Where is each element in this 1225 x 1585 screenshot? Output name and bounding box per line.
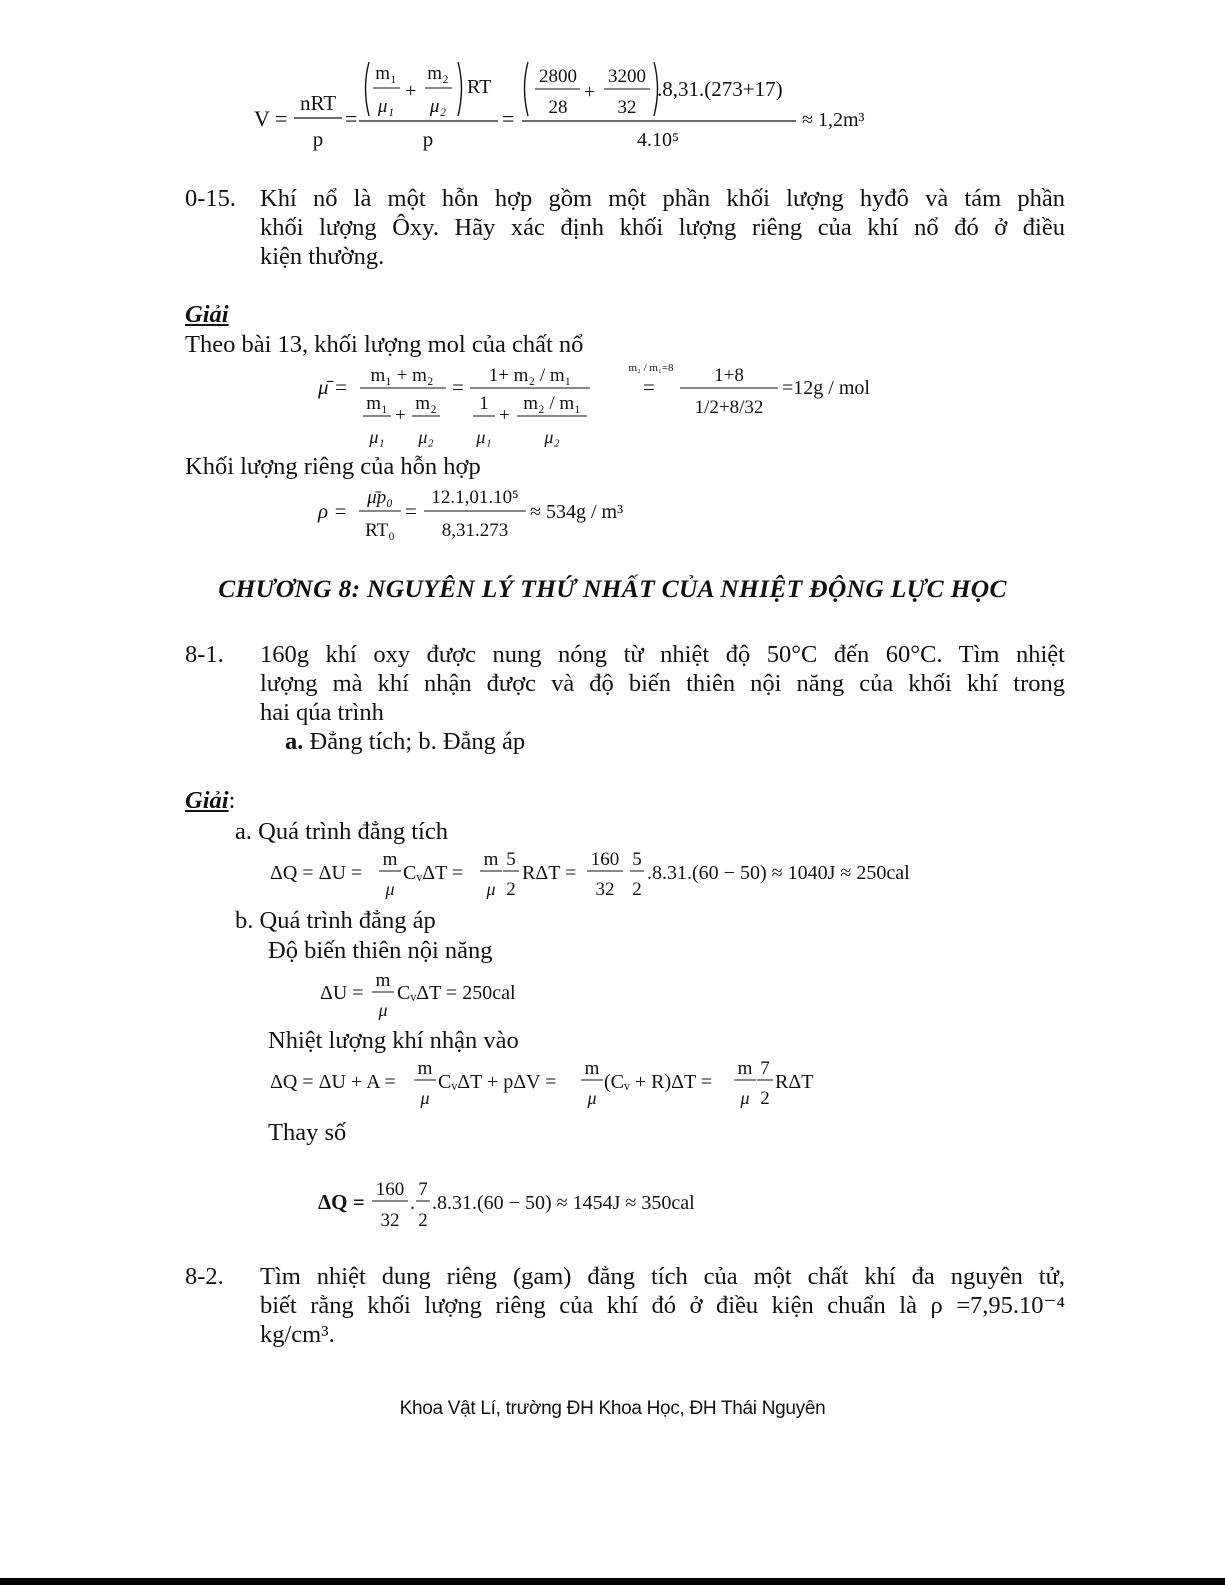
equation-isobaric-heat <box>265 1058 845 1118</box>
svg-text:≈ 1,2m³: ≈ 1,2m³ <box>802 109 865 131</box>
svg-text:=: = <box>345 106 358 131</box>
svg-text:CᵥΔT = 250cal: CᵥΔT = 250cal <box>397 982 516 1004</box>
svg-text:1+8: 1+8 <box>714 365 744 386</box>
svg-text:μ: μ <box>378 1000 388 1020</box>
svg-text:RΔT =: RΔT = <box>522 862 577 884</box>
svg-text:=: = <box>502 106 515 131</box>
problem-number: 8-2. <box>185 1263 224 1290</box>
problem-line: lượng mà khí nhận được và độ biến thiên nội năng của khối khí trong <box>260 670 1065 697</box>
svg-text:1/2+8/32: 1/2+8/32 <box>694 397 764 418</box>
svg-text:2: 2 <box>418 1210 428 1231</box>
problem-subparts <box>285 727 525 756</box>
svg-text:m₂: m₂ <box>415 393 437 414</box>
svg-text:32: 32 <box>380 1210 400 1231</box>
svg-text:7: 7 <box>760 1058 770 1079</box>
problem-statement <box>260 1262 1065 1349</box>
svg-text:ΔQ = ΔU =: ΔQ = ΔU = <box>270 862 363 884</box>
svg-text:(Cᵥ + R)ΔT =: (Cᵥ + R)ΔT = <box>604 1071 713 1093</box>
svg-text:CᵥΔT =: CᵥΔT = <box>403 862 464 884</box>
svg-text:μ̄ =: μ̄ = <box>318 375 348 399</box>
svg-text:+: + <box>395 405 406 426</box>
svg-text:2: 2 <box>632 879 642 900</box>
svg-text:32: 32 <box>595 879 615 900</box>
problem-number: 0-15. <box>185 185 237 212</box>
svg-text:.8.31.(60 − 50) ≈ 1454J ≈ 350c: .8.31.(60 − 50) ≈ 1454J ≈ 350cal <box>432 1192 695 1214</box>
svg-text:m₂ / m₁=8: m₂ / m₁=8 <box>628 362 674 374</box>
problem-line: Khí nổ là một hỗn hợp gồm một phần khối lượng hyđô và tám phần <box>260 185 1065 212</box>
svg-text:+: + <box>499 405 510 426</box>
equation-isochoric <box>265 845 945 905</box>
svg-text:ΔQ = ΔU + A =: ΔQ = ΔU + A = <box>270 1071 396 1093</box>
svg-text:RT: RT <box>467 76 492 98</box>
svg-text:V =: V = <box>254 106 288 131</box>
svg-text:μ₂: μ₂ <box>418 427 434 447</box>
solution-heading-label: Giải <box>185 787 229 814</box>
svg-text:p: p <box>312 127 324 151</box>
svg-text:μ₁: μ₁ <box>377 96 395 117</box>
problem-number: 8-1. <box>185 641 224 668</box>
svg-text:μ₂: μ₂ <box>429 96 447 117</box>
svg-text:μ: μ <box>587 1088 597 1108</box>
svg-text:+: + <box>584 81 596 103</box>
solution-text: Theo bài 13, khối lượng mol của chất nổ <box>185 331 584 358</box>
problem-statement <box>260 640 1065 727</box>
svg-text:m₂ / m₁: m₂ / m₁ <box>523 393 581 414</box>
svg-text:ρ =: ρ = <box>318 499 348 523</box>
svg-text:μ: μ <box>740 1088 750 1108</box>
solution-text: Độ biến thiên nội năng <box>268 937 493 964</box>
svg-text:8,31.273: 8,31.273 <box>441 520 509 541</box>
svg-text:28: 28 <box>548 97 568 118</box>
svg-text:μ: μ <box>385 879 395 899</box>
solution-text: Thay số <box>268 1119 347 1146</box>
svg-text:=: = <box>452 375 464 399</box>
svg-text:CᵥΔT + pΔV =: CᵥΔT + pΔV = <box>438 1071 557 1093</box>
solution-text: b. Quá trình đẳng áp <box>235 907 436 934</box>
problem-line: kg/cm³. <box>260 1321 335 1348</box>
problem-line: hai qúa trình <box>260 699 384 726</box>
svg-text:12.1,01.10⁵: 12.1,01.10⁵ <box>431 487 519 508</box>
svg-text:=: = <box>405 499 417 523</box>
svg-text:4.10⁵: 4.10⁵ <box>637 129 679 151</box>
svg-text:RT₀: RT₀ <box>365 520 395 541</box>
svg-text:μ₁: μ₁ <box>476 427 492 447</box>
problem-statement <box>260 184 1065 271</box>
page-footer: Khoa Vật Lí, trường ĐH Khoa Học, ĐH Thái Nguyên <box>399 1398 826 1419</box>
problem-line: 160g khí oxy được nung nóng từ nhiệt độ 50°C đến 60°C. Tìm nhiệt <box>260 641 1065 668</box>
svg-text:32: 32 <box>617 97 637 118</box>
svg-text:1: 1 <box>479 393 489 414</box>
svg-text:μ: μ <box>486 879 496 899</box>
problem-line: biết rằng khối lượng riêng của khí đó ở điều kiện chuẩn là ρ =7,95.10⁻⁴ <box>260 1292 1065 1319</box>
solution-heading: Giải <box>185 301 229 328</box>
svg-text:m: m <box>584 1058 600 1079</box>
problem-line: kiện thường. <box>260 243 385 270</box>
solution-heading <box>185 786 235 815</box>
svg-text:160: 160 <box>375 1179 405 1200</box>
svg-text:1+ m₂ / m₁: 1+ m₂ / m₁ <box>488 365 572 386</box>
svg-text:=: = <box>643 375 655 399</box>
problem-line: Tìm nhiệt dung riêng (gam) đẳng tích của một chất khí đa nguyên tử, <box>260 1263 1065 1290</box>
svg-text:m: m <box>483 849 499 870</box>
svg-text:160: 160 <box>590 849 620 870</box>
svg-text:2800: 2800 <box>539 66 577 87</box>
svg-text:.8,31.(273+17): .8,31.(273+17) <box>657 77 783 101</box>
svg-text:μ₁: μ₁ <box>369 427 385 447</box>
equation-volume <box>250 55 890 155</box>
svg-text:7: 7 <box>418 1179 428 1200</box>
svg-text:+: + <box>405 80 417 102</box>
svg-text:μ̄p₀: μ̄p₀ <box>367 487 393 508</box>
svg-text:μ₂: μ₂ <box>544 427 560 447</box>
equation-density <box>310 480 650 545</box>
svg-text:5: 5 <box>506 849 516 870</box>
svg-text:m₁: m₁ <box>375 63 397 84</box>
svg-text:.: . <box>410 1192 415 1214</box>
chapter-title: CHƯƠNG 8: NGUYÊN LÝ THỨ NHẤT CỦA NHIỆT ĐỘNG LỰC HỌC <box>218 574 1007 603</box>
svg-text:m: m <box>417 1058 433 1079</box>
svg-text:μ: μ <box>420 1088 430 1108</box>
svg-text:ΔU =: ΔU = <box>320 982 364 1004</box>
svg-text:m: m <box>382 849 398 870</box>
equation-internal-energy <box>315 966 555 1026</box>
svg-text:5: 5 <box>632 849 642 870</box>
svg-text:=12g / mol: =12g / mol <box>782 377 870 399</box>
subpart-text: Đẳng tích; b. Đẳng áp <box>303 728 526 755</box>
solution-text: Khối lượng riêng của hỗn hợp <box>185 453 481 480</box>
equation-substitution <box>315 1172 735 1237</box>
svg-text:RΔT: RΔT <box>775 1071 814 1093</box>
subpart-label: a. <box>285 728 304 755</box>
svg-text:p: p <box>422 127 434 151</box>
svg-text:3200: 3200 <box>608 66 646 87</box>
svg-text:m₁: m₁ <box>366 393 388 414</box>
svg-text:ΔQ =: ΔQ = <box>318 1190 365 1214</box>
svg-text:2: 2 <box>760 1088 770 1109</box>
solution-heading-colon: : <box>228 787 236 814</box>
solution-text: a. Quá trình đẳng tích <box>235 818 448 845</box>
svg-text:m: m <box>375 970 391 991</box>
svg-text:≈ 534g / m³: ≈ 534g / m³ <box>530 501 624 523</box>
equation-molar-mass <box>310 358 900 453</box>
svg-text:m: m <box>737 1058 753 1079</box>
svg-text:nRT: nRT <box>299 91 337 115</box>
solution-text: Nhiệt lượng khí nhận vào <box>268 1027 519 1054</box>
svg-text:.8.31.(60 − 50) ≈ 1040J ≈ 250c: .8.31.(60 − 50) ≈ 1040J ≈ 250cal <box>647 862 910 884</box>
svg-text:m₂: m₂ <box>427 63 449 84</box>
svg-text:m₁ + m₂: m₁ + m₂ <box>370 365 434 386</box>
bottom-border <box>0 1578 1225 1585</box>
problem-line: khối lượng Ôxy. Hãy xác định khối lượng riêng của khí nổ đó ở điều <box>260 214 1065 241</box>
svg-text:2: 2 <box>506 879 516 900</box>
